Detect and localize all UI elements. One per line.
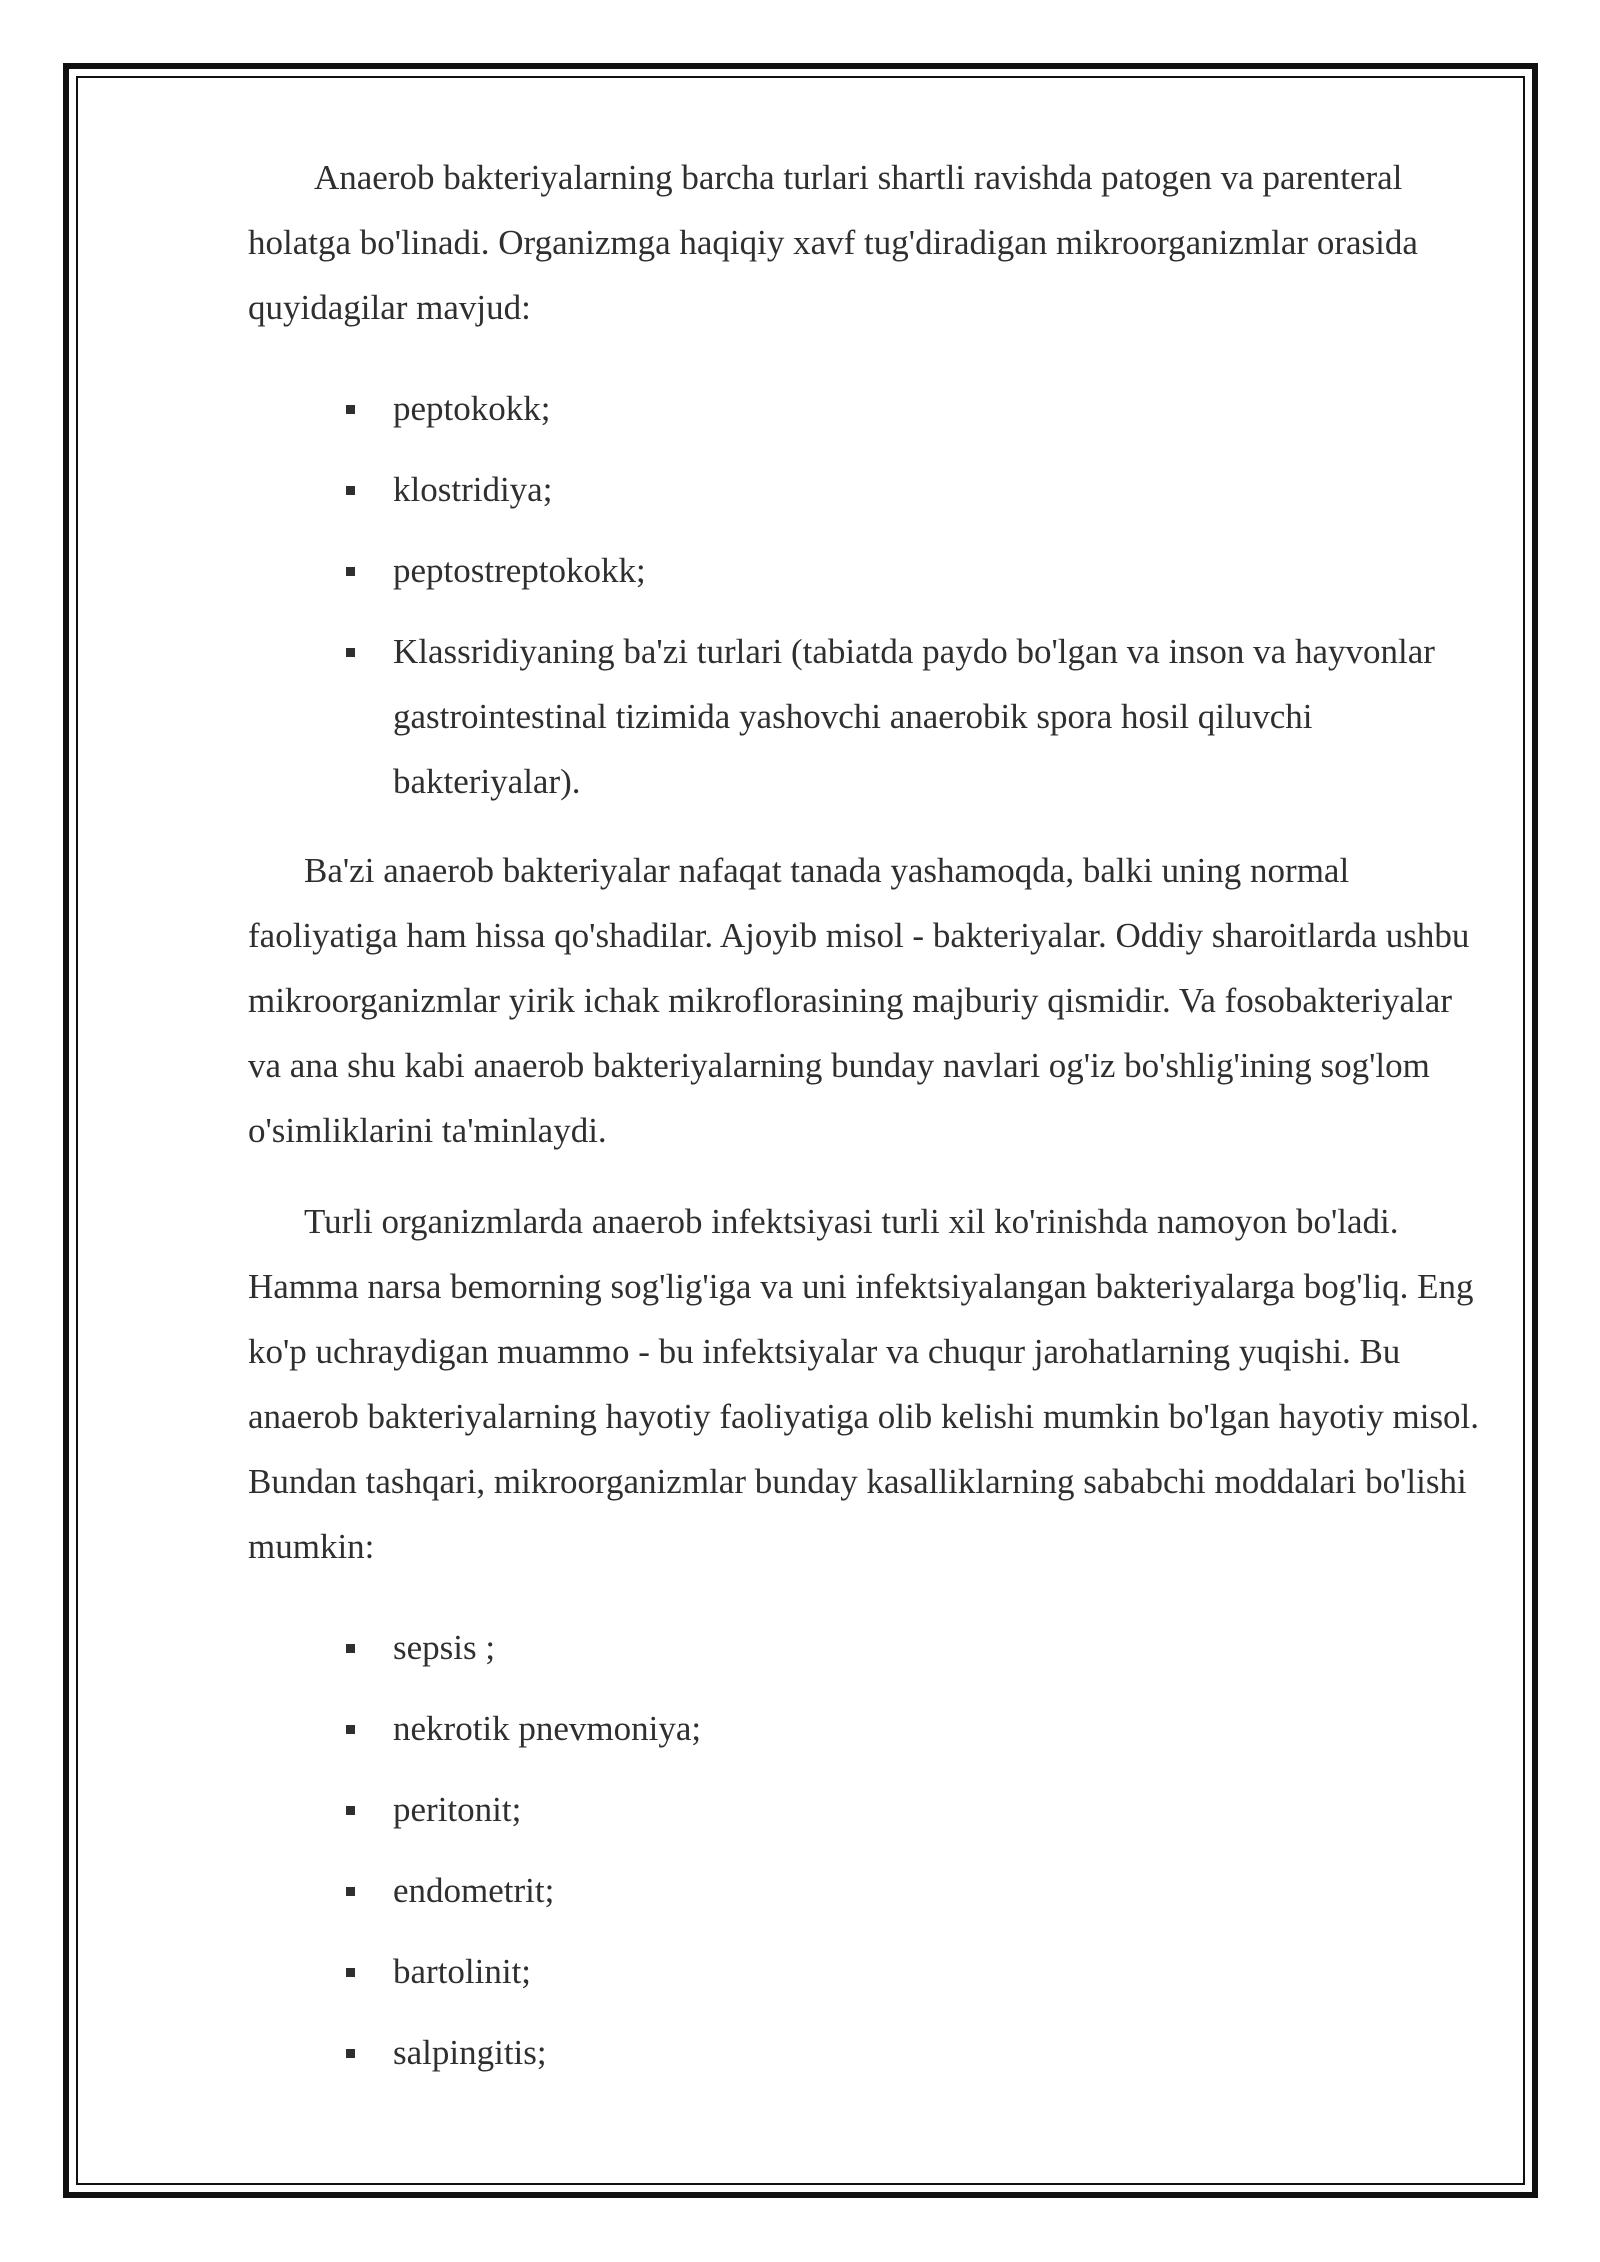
list-item [248, 1858, 1493, 1923]
list-item-text: bartolinit; [393, 1952, 532, 1991]
paragraph-normal-flora: Ba'zi anaerob bakteriyalar nafaqat tanada yashamoqda, balki uning normal faoliyatiga ham hissa qo'shadilar. Ajoyib misol - bakteriyalar. Oddiy sharoitlarda ushbu mikroorganizmlar yirik ichak mikroflorasining majburiy qismidir. Va fosobakteriyalar va ana shu kabi anaerob bakteriyalarning bunday navlari og'iz bo'shlig'ining sog'lom o'simliklarini ta'minlaydi. [248, 851, 1470, 1150]
list-item-text: endometrit; [393, 1871, 555, 1910]
list-item-text: peritonit; [393, 1790, 522, 1829]
disease-list [248, 1615, 1493, 2085]
list-item-text: sepsis ; [393, 1628, 496, 1667]
list-item-text: peptostreptokokk; [393, 551, 646, 590]
bullet-square-icon [346, 648, 355, 657]
bullet-square-icon [346, 1806, 355, 1815]
list-item [248, 1777, 1493, 1842]
bullet-square-icon [346, 405, 355, 414]
bacteria-list [248, 376, 1493, 814]
list-item [248, 619, 1493, 814]
list-item-text: peptokokk; [393, 389, 551, 428]
list-item [248, 457, 1493, 522]
bullet-square-icon [346, 1968, 355, 1977]
list-item-text: nekrotik pnevmoniya; [393, 1709, 702, 1748]
list-item-text: Klassridiyaning ba'zi turlari (tabiatda paydo bo'lgan va inson va hayvonlar gastrointestinal tizimida yashovchi anaerobik spora hosil qiluvchi bakteriyalar). [393, 632, 1435, 801]
list-item [248, 1696, 1493, 1761]
list-item-text: salpingitis; [393, 2033, 547, 2072]
bullet-square-icon [346, 2049, 355, 2058]
document-body [248, 145, 1493, 2101]
bullet-square-icon [346, 567, 355, 576]
list-item [248, 1939, 1493, 2004]
list-item [248, 376, 1493, 441]
list-item-text: klostridiya; [393, 470, 553, 509]
bullet-square-icon [346, 1887, 355, 1896]
bullet-square-icon [346, 486, 355, 495]
paragraph-intro: Anaerob bakteriyalarning barcha turlari shartli ravishda patogen va parenteral holatga bo'linadi. Organizmga haqiqiy xavf tug'diradigan mikroorganizmlar orasida quyidagilar mavjud: [248, 158, 1418, 327]
bullet-square-icon [346, 1644, 355, 1653]
list-item [248, 538, 1493, 603]
paragraph-infection: Turli organizmlarda anaerob infektsiyasi turli xil ko'rinishda namoyon bo'ladi. Hamma narsa bemorning sog'lig'iga va uni infektsiyalangan bakteriyalarga bog'liq. Eng ko'p uchraydigan muammo - bu infektsiyalar va chuqur jarohatlarning yuqishi. Bu anaerob bakteriyalarning hayotiy faoliyatiga olib kelishi mumkin bo'lgan hayotiy misol. Bundan tashqari, mikroorganizmlar bunday kasalliklarning sababchi moddalari bo'lishi mumkin: [248, 1202, 1480, 1566]
bullet-square-icon [346, 1725, 355, 1734]
list-item [248, 2020, 1493, 2085]
list-item [248, 1615, 1493, 1680]
